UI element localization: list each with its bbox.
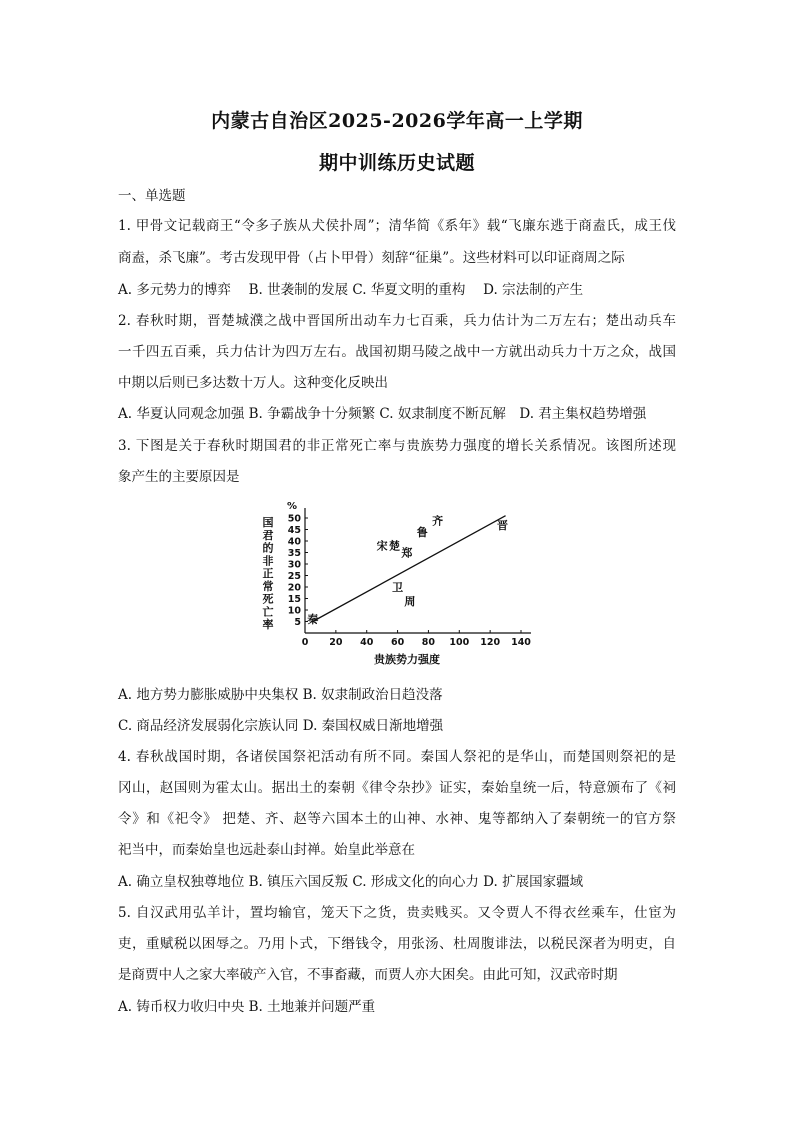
q1-stem-line1: 1. 甲骨文记载商王“令多子族从犬侯扑周”；清华简《系年》载“飞廉东逃于商盍氏，成王伐 (118, 218, 676, 234)
y-tick-label: 25 (287, 571, 301, 582)
y-tick-label: 20 (287, 582, 301, 594)
state-label-齐: 齐 (432, 514, 444, 528)
state-label-楚: 楚 (388, 539, 400, 553)
q2-stem-line2: 一千四五百乘，兵力估计为四万左右。战国初期马陵之战中一方就出动兵力十万之众，战国 (118, 344, 676, 360)
y-axis-label-char: 常 (262, 579, 274, 593)
x-tick-label: 40 (360, 637, 374, 648)
y-axis-label-char: 非 (262, 554, 274, 568)
x-tick-label: 120 (480, 637, 501, 648)
state-label-晋: 晋 (496, 518, 508, 532)
x-axis-label: 贵族势力强度 (374, 653, 440, 666)
q3-options-row2: C. 商品经济发展弱化宗族认同 D. 秦国权威日渐地增强 (118, 718, 444, 734)
y-axis-label-char: 国 (262, 516, 274, 529)
x-tick-label: 0 (301, 637, 309, 648)
y-axis-label-char: 率 (262, 618, 274, 632)
state-label-郑: 郑 (401, 546, 413, 560)
y-axis-label-char: 正 (262, 567, 274, 581)
x-tick-label: 20 (329, 637, 343, 648)
q4-stem-line3: 令》和《祀令》 把楚、齐、赵等六国本土的山神、水神、鬼等都纳入了秦朝统一的官方祭 (118, 811, 676, 827)
q4-stem-line1: 4. 春秋战国时期，各诸侯国祭祀活动有所不同。秦国人祭祀的是华山，而楚国则祭祀的是 (118, 749, 676, 765)
x-tick-label: 80 (421, 637, 436, 648)
x-tick-label: 60 (390, 637, 405, 648)
y-axis-label-char: 君 (262, 528, 274, 542)
state-label-宋: 宋 (376, 539, 388, 553)
q4-stem-line4: 祀当中，而秦始皇也远赴泰山封禅。始皇此举意在 (118, 842, 415, 858)
state-label-卫: 卫 (392, 581, 404, 594)
q3-options-row1: A. 地方势力膨胀威胁中央集权 B. 奴隶制政治日趋没落 (118, 687, 443, 703)
q1-options: A. 多元势力的博弈 B. 世袭制的发展 C. 华夏文明的重构 D. 宗法制的产生 (118, 282, 584, 298)
y-tick-label: 30 (287, 559, 301, 571)
x-tick-label: 140 (511, 637, 531, 648)
exam-subtitle: 期中训练历史试题 (318, 152, 475, 174)
q1-stem-line2: 商盍，杀飞廉”。考古发现甲骨（占卜甲骨）刻辞“征巢”。这些材料可以印证商周之际 (118, 250, 625, 266)
q5-options: A. 铸币权力收归中央 B. 土地兼并问题严重 (118, 999, 376, 1015)
y-axis-label-char: 的 (262, 541, 274, 555)
q3-stem-line2: 象产生的主要原因是 (118, 469, 240, 485)
q4-options: A. 确立皇权独尊地位 B. 镇压六国反叛 C. 形成文化的向心力 D. 扩展国家疆域 (118, 874, 584, 890)
y-tick-label: 35 (287, 548, 301, 559)
exam-title: 内蒙古自治区2025-2026学年高一上学期 (211, 110, 583, 132)
state-label-鲁: 鲁 (416, 525, 428, 539)
q2-stem-line1: 2. 春秋时期，晋楚城濮之战中晋国所出动车力七百乘，兵力估计为二万左右；楚出动兵车 (118, 313, 676, 329)
q4-stem-line2: 冈山，赵国则为霍太山。据出土的秦朝《律令杂抄》证实，秦始皇统一后，特意颁布了《祠 (118, 780, 676, 796)
q3-stem-line1: 3. 下图是关于春秋时期国君的非正常死亡率与贵族势力强度的增长关系情况。该图所述现 (118, 438, 676, 454)
x-tick-label: 100 (449, 637, 470, 648)
q5-stem-line2: 吏，重赋税以困辱之。乃用卜式，下缗钱令，用张汤、杜周腹诽法，以税民深者为明吏，自 (118, 936, 676, 952)
y-tick-label: 45 (287, 525, 301, 536)
y-tick-label: 10 (287, 605, 301, 617)
q2-stem-line3: 中期以后则已多达数十万人。这种变化反映出 (118, 375, 388, 391)
q2-options: A. 华夏认同观念加强 B. 争霸战争十分频繁 C. 奴隶制度不断瓦解 D. 君主集权趋势增强 (118, 406, 647, 422)
y-axis-label-char: 死 (262, 592, 274, 606)
death-rate-chart (256, 496, 546, 672)
q5-stem-line3: 是商贾中人之家大率破产入官，不事畜藏，而贾人亦大困矣。由此可知，汉武帝时期 (118, 967, 618, 983)
y-tick-label: 50 (287, 513, 301, 525)
y-tick-label: 40 (287, 536, 301, 548)
y-tick-label: 15 (287, 594, 301, 605)
state-label-周: 周 (404, 594, 416, 608)
y-axis-label-char: 亡 (262, 605, 274, 619)
y-tick-label: 5 (294, 617, 301, 628)
q5-stem-line1: 5. 自汉武用弘羊计，置均输官，笼天下之货，贵卖贱买。又令贾人不得衣丝乘车，仕宦为 (118, 905, 676, 921)
section-heading: 一、单选题 (118, 188, 186, 204)
state-label-秦: 秦 (307, 613, 319, 627)
y-unit-label: % (286, 501, 298, 512)
